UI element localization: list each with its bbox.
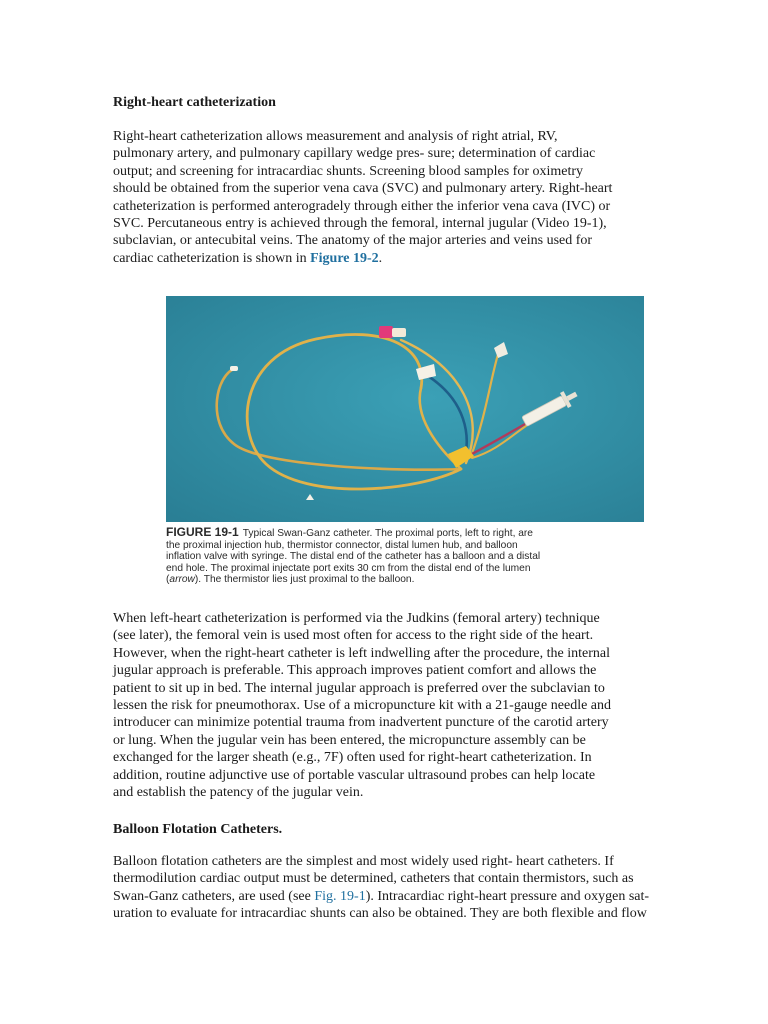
text-line xyxy=(113,250,658,267)
caption-arrow-word: arrow xyxy=(169,574,195,586)
text-line: exchanged for the larger sheath (e.g., 7F) often used for right-heart catheterization. In xyxy=(113,750,592,766)
text-segment: ). Intracardiac right-heart pressure and oxygen sat- xyxy=(365,888,650,904)
caption-text: Typical Swan-Ganz catheter. The proximal ports, left to right, are xyxy=(242,528,533,539)
text-segment: cardiac catheterization is shown in xyxy=(113,250,311,266)
text-line: output; and screening for intracardiac shunts. Screening blood samples for oximetry xyxy=(113,163,584,179)
text-line: catheterization is performed anterogradely through either the inferior vena cava (IVC) or xyxy=(113,198,611,214)
text-line: or lung. When the jugular vein has been entered, the micropuncture assembly can be xyxy=(113,732,586,748)
paragraph-jugular-approach xyxy=(113,610,658,801)
text-line xyxy=(113,888,658,905)
text-segment: . xyxy=(378,250,383,266)
caption-text: ). The thermistor lies just proximal to the balloon. xyxy=(194,574,415,586)
text-line: patient to sit up in bed. The internal jugular approach is preferred over the subclavian to xyxy=(113,680,605,696)
caption-line: end hole. The proximal injectate port exits 30 cm from the distal end of the lumen xyxy=(166,562,531,574)
caption-line xyxy=(166,574,636,586)
text-line: and establish the patency of the jugular vein. xyxy=(113,785,364,801)
paragraph-right-heart-intro xyxy=(113,128,658,267)
text-line: lessen the risk for pneumothorax. Use of a micropuncture kit with a 21-gauge needle and xyxy=(113,698,612,714)
text-line: addition, routine adjunctive use of portable vascular ultrasound probes can help locate xyxy=(113,767,596,783)
text-line: should be obtained from the superior vena cava (SVC) and pulmonary artery. Right-heart xyxy=(113,181,613,197)
caption-text: ( xyxy=(166,574,170,586)
text-line: uration to evaluate for intracardiac shunts can also be obtained. They are both flexible and flow xyxy=(113,906,647,922)
caption-line: inflation valve with syringe. The distal end of the catheter has a balloon and a distal xyxy=(166,551,541,563)
text-line: When left-heart catheterization is performed via the Judkins (femoral artery) technique xyxy=(113,611,600,626)
text-line: subclavian, or antecubital veins. The anatomy of the major arteries and veins used for xyxy=(113,233,593,249)
text-line: pulmonary artery, and pulmonary capillary wedge pres- sure; determination of cardiac xyxy=(113,146,596,162)
text-line: (see later), the femoral vein is used most often for access to the right side of the heart. xyxy=(113,628,594,644)
section-heading-balloon-flotation: Balloon Flotation Catheters. xyxy=(113,822,283,837)
text-line: jugular approach is preferable. This approach improves patient comfort and allows the xyxy=(113,663,597,679)
text-line: However, when the right-heart catheter is left indwelling after the procedure, the internal xyxy=(113,645,611,661)
swan-ganz-catheter-photo xyxy=(166,296,644,522)
figure-label: FIGURE 19-1 xyxy=(166,525,239,539)
caption-line xyxy=(166,527,636,540)
figure-19-2-link[interactable]: Figure 19-2 xyxy=(310,250,379,266)
figure-caption xyxy=(166,527,636,586)
text-segment: Swan-Ganz catheters, are used (see xyxy=(113,888,315,904)
caption-line: the proximal injection hub, thermistor connector, distal lumen hub, and balloon xyxy=(166,539,518,551)
paragraph-balloon-flotation xyxy=(113,853,658,923)
text-line: Balloon flotation catheters are the simplest and most widely used right- heart catheters. If xyxy=(113,854,614,869)
section-heading-right-heart: Right-heart catheterization xyxy=(113,95,276,110)
fig-19-1-link[interactable]: Fig. 19-1 xyxy=(314,888,366,904)
text-line: introducer can minimize potential trauma from inadvertent puncture of the carotid artery xyxy=(113,715,609,731)
text-line: SVC. Percutaneous entry is achieved through the femoral, internal jugular (Video 19-1), xyxy=(113,216,607,232)
text-line: Right-heart catheterization allows measurement and analysis of right atrial, RV, xyxy=(113,129,558,144)
text-line: thermodilution cardiac output must be determined, catheters that contain thermistors, such as xyxy=(113,871,634,887)
